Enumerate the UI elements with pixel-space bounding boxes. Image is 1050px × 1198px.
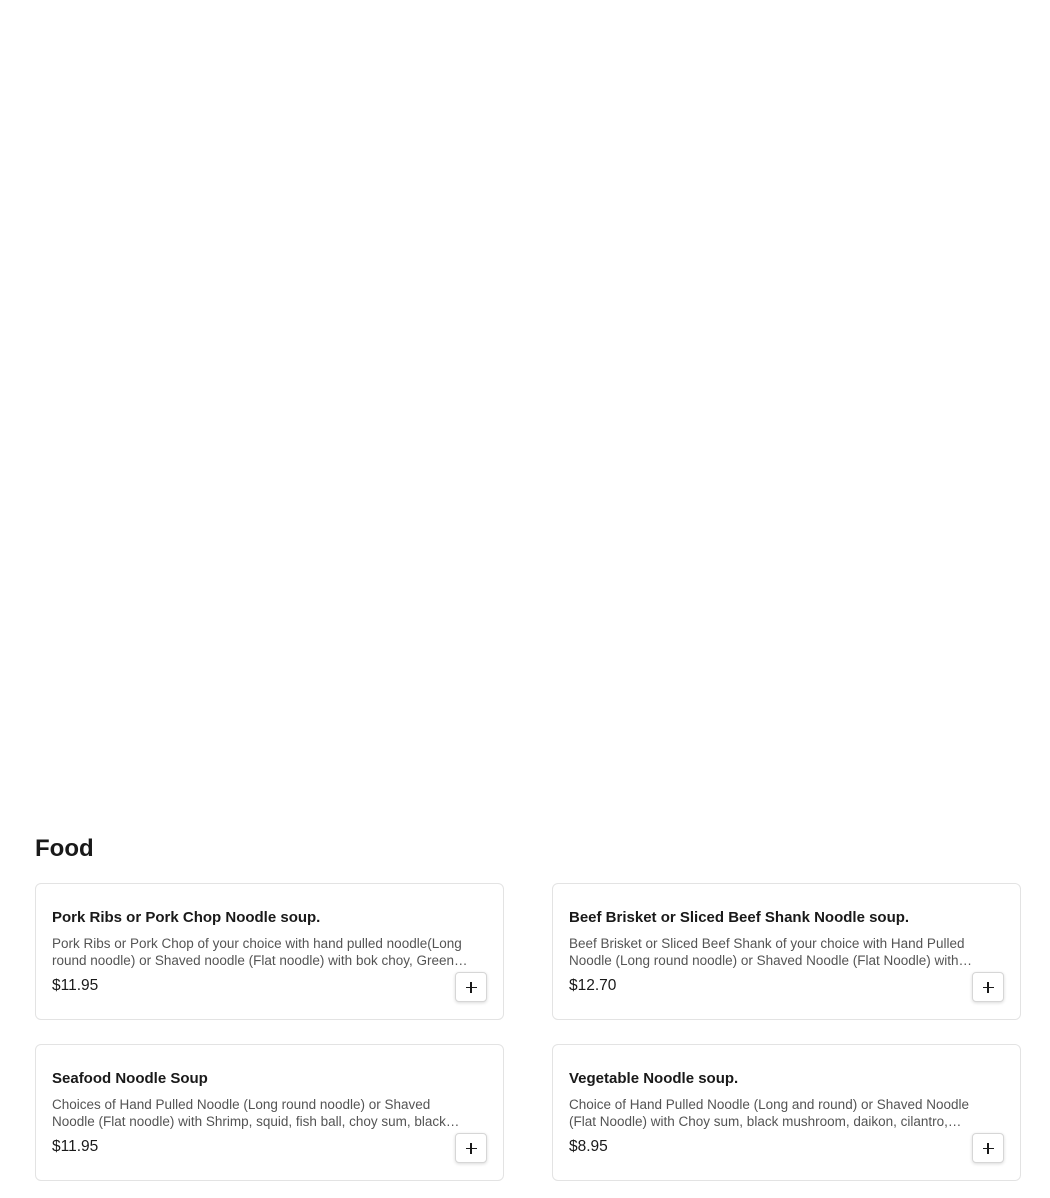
menu-item-grid (35, 883, 1021, 1181)
plus-icon (983, 1143, 994, 1154)
menu-item-card[interactable] (35, 883, 504, 1020)
menu-item-price: $11.95 (52, 977, 99, 994)
menu-item-price: $11.95 (52, 1138, 99, 1155)
add-to-cart-button[interactable] (972, 1133, 1004, 1163)
menu-item-description: Choices of Hand Pulled Noodle (Long round noodle) or Shaved Noodle (Flat noodle) with Shrimp, squid, fish ball, choy sum, black… (52, 1097, 460, 1129)
menu-item-name: Pork Ribs or Pork Chop Noodle soup. (52, 909, 321, 926)
menu-item-price: $8.95 (569, 1138, 608, 1155)
menu-item-card[interactable] (552, 1044, 1021, 1181)
plus-icon (466, 982, 477, 993)
menu-item-name: Seafood Noodle Soup (52, 1070, 208, 1087)
add-to-cart-button[interactable] (455, 1133, 487, 1163)
add-to-cart-button[interactable] (972, 972, 1004, 1002)
plus-icon (466, 1143, 477, 1154)
menu-item-description: Pork Ribs or Pork Chop of your choice with hand pulled noodle(Long round noodle) or Shaved noodle (Flat noodle) with bok choy, Green… (52, 936, 468, 968)
menu-item-price: $12.70 (569, 977, 617, 994)
menu-item-card[interactable] (35, 1044, 504, 1181)
menu-item-name: Beef Brisket or Sliced Beef Shank Noodle soup. (569, 909, 910, 926)
plus-icon (983, 982, 994, 993)
add-to-cart-button[interactable] (455, 972, 487, 1002)
menu-item-description: Beef Brisket or Sliced Beef Shank of your choice with Hand Pulled Noodle (Long round noodle) or Shaved Noodle (Flat Noodle) with… (569, 936, 972, 968)
menu-item-name: Vegetable Noodle soup. (569, 1070, 739, 1087)
menu-item-card[interactable] (552, 883, 1021, 1020)
menu-item-description: Choice of Hand Pulled Noodle (Long and round) or Shaved Noodle (Flat Noodle) with Choy sum, black mushroom, daikon, cilantro,… (569, 1097, 970, 1129)
section-title-food: Food (35, 835, 94, 862)
